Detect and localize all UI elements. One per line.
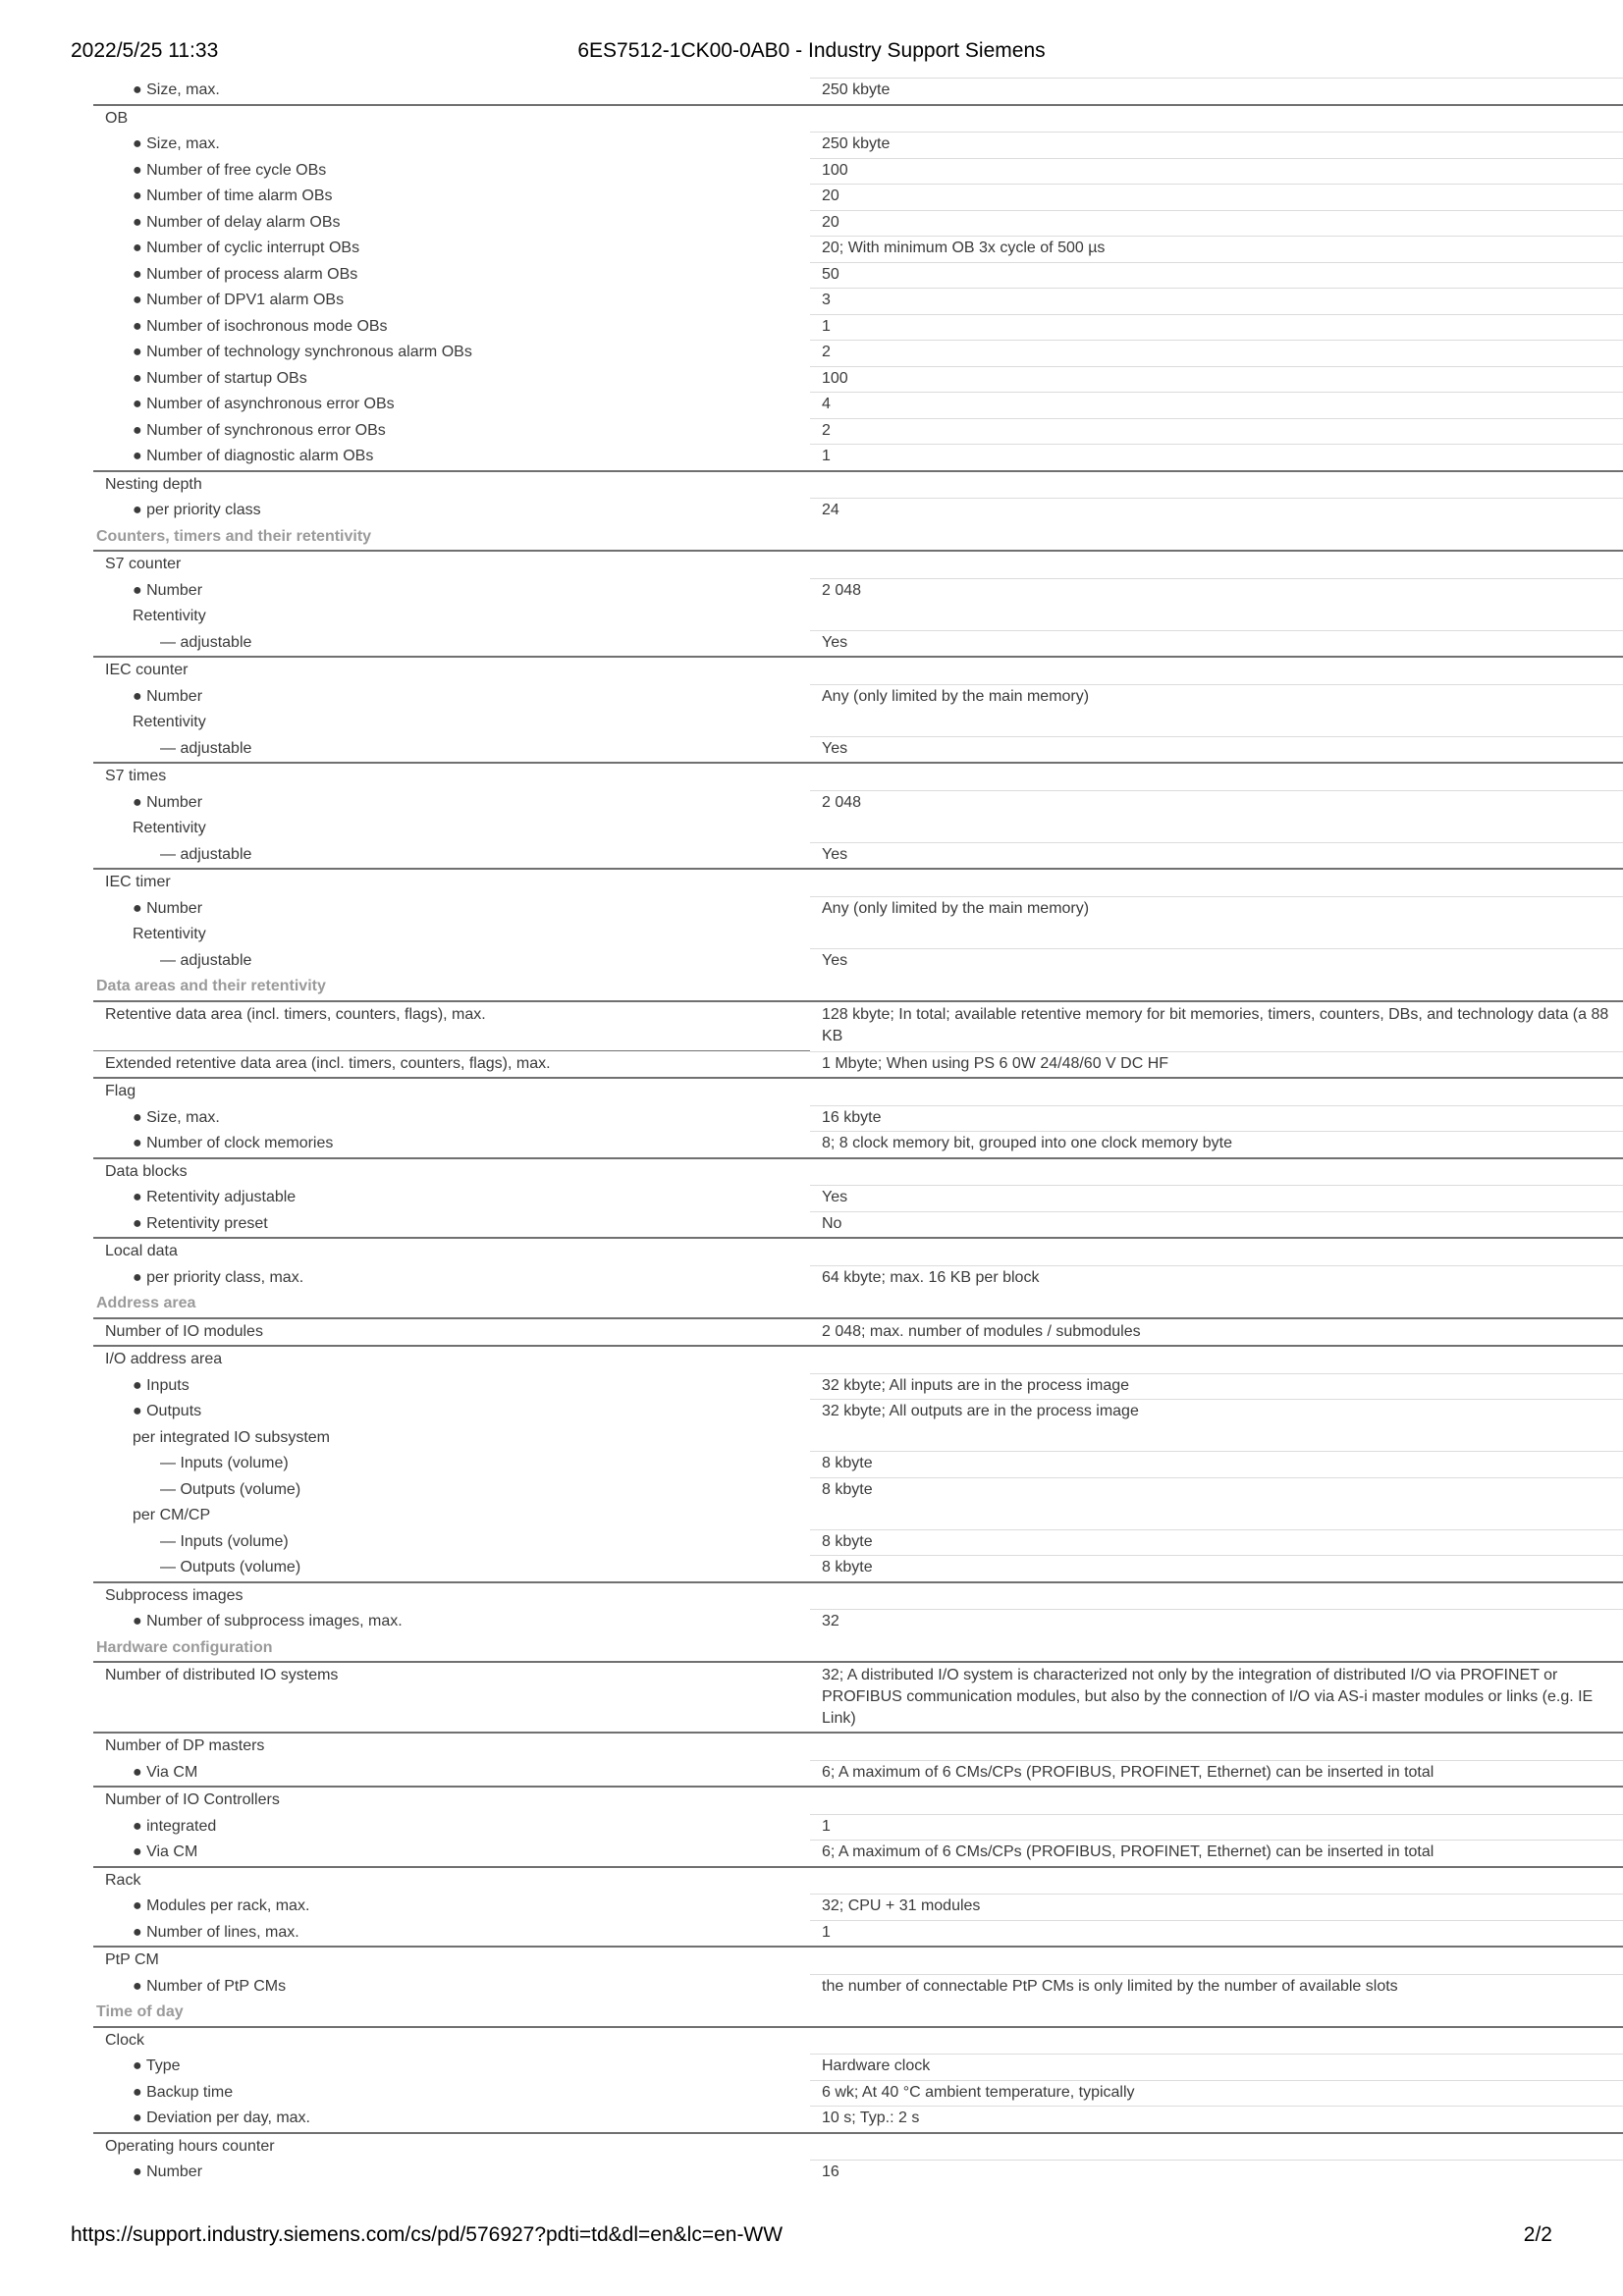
section-heading: Hardware configuration bbox=[96, 1638, 273, 1656]
spec-label: Nesting depth bbox=[105, 475, 202, 493]
spec-label: ● Number of cyclic interrupt OBs bbox=[133, 240, 360, 256]
spec-label: — Outputs (volume) bbox=[160, 1480, 301, 1498]
spec-label: PtP CM bbox=[105, 1951, 159, 1968]
spec-row bbox=[93, 1894, 1623, 1920]
spec-row bbox=[93, 896, 1623, 923]
spec-row bbox=[93, 1131, 1623, 1157]
spec-row bbox=[93, 656, 1623, 684]
spec-row bbox=[93, 1451, 1623, 1477]
spec-label: per CM/CP bbox=[133, 1507, 211, 1523]
spec-value: 250 kbyte bbox=[810, 78, 1623, 104]
spec-row bbox=[93, 710, 1623, 736]
spec-label: ● Outputs bbox=[133, 1403, 202, 1419]
spec-value: 4 bbox=[810, 392, 1623, 418]
spec-row bbox=[93, 1477, 1623, 1504]
spec-label: ● Size, max. bbox=[133, 135, 220, 152]
spec-value: 1 bbox=[810, 314, 1623, 341]
spec-value: Yes bbox=[810, 948, 1623, 975]
spec-label: Retentivity bbox=[133, 714, 206, 730]
spec-row bbox=[93, 2080, 1623, 2107]
section-heading-row bbox=[93, 974, 1623, 1000]
spec-label: Rack bbox=[105, 1871, 141, 1889]
spec-value: 2 bbox=[810, 340, 1623, 366]
section-heading-row bbox=[93, 1635, 1623, 1662]
spec-label: — Outputs (volume) bbox=[160, 1559, 301, 1575]
spec-value: Any (only limited by the main memory) bbox=[810, 896, 1623, 923]
spec-label: ● Number bbox=[133, 899, 203, 917]
spec-value: 128 kbyte; In total; available retentive memory for bit memories, timers, counters, DBs, and technology data (a 88 KB bbox=[822, 1005, 1609, 1044]
spec-label: ● Backup time bbox=[133, 2083, 234, 2101]
spec-label: — Inputs (volume) bbox=[160, 1455, 289, 1471]
spec-value: 10 s; Typ.: 2 s bbox=[810, 2106, 1623, 2132]
spec-row bbox=[93, 550, 1623, 578]
page-title: 6ES7512-1CK00-0AB0 - Industry Support Siemens bbox=[577, 39, 1046, 62]
spec-row bbox=[93, 816, 1623, 842]
spec-label: ● Number of diagnostic alarm OBs bbox=[133, 448, 374, 464]
spec-row bbox=[93, 1786, 1623, 1814]
spec-row bbox=[93, 736, 1623, 763]
spec-row bbox=[93, 2106, 1623, 2132]
spec-row bbox=[93, 2160, 1623, 2186]
spec-label: ● Number of process alarm OBs bbox=[133, 265, 358, 283]
spec-value: 1 bbox=[810, 1814, 1623, 1841]
spec-label: ● Retentivity preset bbox=[133, 1214, 268, 1232]
spec-label: — adjustable bbox=[160, 633, 252, 651]
spec-row bbox=[93, 366, 1623, 393]
spec-row bbox=[93, 2054, 1623, 2080]
spec-label: — adjustable bbox=[160, 951, 252, 969]
page-number: 2/2 bbox=[1523, 2223, 1552, 2246]
spec-label: ● Number of subprocess images, max. bbox=[133, 1613, 403, 1629]
spec-row bbox=[93, 1609, 1623, 1635]
spec-row bbox=[93, 1051, 1623, 1078]
spec-label: S7 times bbox=[105, 768, 167, 784]
spec-row bbox=[93, 314, 1623, 341]
spec-value: Yes bbox=[810, 842, 1623, 869]
spec-label: ● Number of DPV1 alarm OBs bbox=[133, 292, 345, 308]
spec-row bbox=[93, 1373, 1623, 1400]
spec-row bbox=[93, 418, 1623, 445]
spec-value: 100 bbox=[810, 366, 1623, 393]
spec-value: 8 kbyte bbox=[810, 1555, 1623, 1581]
spec-value: Yes bbox=[810, 736, 1623, 763]
spec-value: Yes bbox=[810, 1185, 1623, 1211]
spec-label: Number of distributed IO systems bbox=[105, 1667, 339, 1683]
spec-label: ● integrated bbox=[133, 1817, 217, 1835]
section-heading: Counters, timers and their retentivity bbox=[96, 527, 372, 545]
spec-row bbox=[93, 762, 1623, 790]
spec-row bbox=[93, 1920, 1623, 1947]
spec-label: — adjustable bbox=[160, 739, 252, 757]
spec-value: 3 bbox=[810, 288, 1623, 314]
spec-label: Retentivity bbox=[133, 926, 206, 942]
spec-row bbox=[93, 1105, 1623, 1132]
spec-row bbox=[93, 104, 1623, 133]
spec-row bbox=[93, 78, 1623, 104]
spec-label: ● Number bbox=[133, 581, 203, 599]
spec-label: IEC timer bbox=[105, 874, 171, 890]
spec-label: Operating hours counter bbox=[105, 2137, 275, 2155]
spec-label: ● per priority class, max. bbox=[133, 1268, 304, 1286]
spec-label: ● Via CM bbox=[133, 1843, 198, 1860]
spec-value: 6; A maximum of 6 CMs/CPs (PROFIBUS, PROFINET, Ethernet) can be inserted in total bbox=[810, 1760, 1623, 1787]
spec-label: I/O address area bbox=[105, 1351, 223, 1367]
spec-row bbox=[93, 790, 1623, 817]
spec-label: ● Number of time alarm OBs bbox=[133, 187, 333, 204]
spec-label: ● Number bbox=[133, 793, 203, 811]
spec-value: 2 bbox=[810, 418, 1623, 445]
spec-row bbox=[93, 1946, 1623, 1974]
spec-label: ● Number of technology synchronous alarm OBs bbox=[133, 344, 472, 360]
spec-label: Retentivity bbox=[133, 820, 206, 836]
spec-label: Retentive data area (incl. timers, counters, flags), max. bbox=[105, 1005, 486, 1023]
spec-row bbox=[93, 2026, 1623, 2055]
spec-label: Extended retentive data area (incl. timers, counters, flags), max. bbox=[105, 1054, 551, 1072]
spec-row bbox=[93, 922, 1623, 948]
spec-label: ● Inputs bbox=[133, 1376, 189, 1394]
spec-label: S7 counter bbox=[105, 556, 182, 572]
spec-row bbox=[93, 158, 1623, 185]
spec-label: ● Modules per rack, max. bbox=[133, 1897, 310, 1914]
spec-row bbox=[93, 288, 1623, 314]
spec-row bbox=[93, 604, 1623, 630]
spec-row bbox=[93, 1425, 1623, 1452]
spec-value: 20 bbox=[810, 210, 1623, 237]
spec-value: Yes bbox=[810, 630, 1623, 657]
spec-label: Number of IO Controllers bbox=[105, 1791, 280, 1808]
spec-row bbox=[93, 684, 1623, 711]
spec-value: 2 048; max. number of modules / submodules bbox=[822, 1322, 1141, 1340]
spec-label: per integrated IO subsystem bbox=[133, 1428, 330, 1446]
spec-label: OB bbox=[105, 109, 129, 127]
spec-value: 1 Mbyte; When using PS 6 0W 24/48/60 V DC HF bbox=[810, 1051, 1623, 1078]
spec-value: 20 bbox=[810, 184, 1623, 210]
spec-row bbox=[93, 392, 1623, 418]
spec-label: ● Number of lines, max. bbox=[133, 1923, 299, 1941]
spec-value: 32 kbyte; All inputs are in the process image bbox=[810, 1373, 1623, 1400]
section-heading: Time of day bbox=[96, 2003, 184, 2020]
spec-row bbox=[93, 1555, 1623, 1581]
spec-value: 32 bbox=[810, 1609, 1623, 1635]
spec-row bbox=[93, 1237, 1623, 1265]
spec-table bbox=[93, 78, 1623, 2186]
spec-value: 8; 8 clock memory bit, grouped into one clock memory byte bbox=[810, 1131, 1623, 1157]
spec-row bbox=[93, 1077, 1623, 1105]
spec-row bbox=[93, 236, 1623, 262]
spec-label: ● Number of asynchronous error OBs bbox=[133, 396, 395, 412]
spec-label: Data blocks bbox=[105, 1162, 188, 1180]
spec-row bbox=[93, 184, 1623, 210]
section-heading: Data areas and their retentivity bbox=[96, 978, 326, 994]
spec-value: Hardware clock bbox=[810, 2054, 1623, 2080]
spec-value: 16 kbyte bbox=[810, 1105, 1623, 1132]
spec-label: ● Number of PtP CMs bbox=[133, 1977, 287, 1995]
spec-row bbox=[93, 1503, 1623, 1529]
spec-value: 24 bbox=[810, 498, 1623, 524]
spec-value: 20; With minimum OB 3x cycle of 500 µs bbox=[810, 236, 1623, 262]
spec-label: ● Via CM bbox=[133, 1763, 198, 1781]
spec-value: 6; A maximum of 6 CMs/CPs (PROFIBUS, PROFINET, Ethernet) can be inserted in total bbox=[810, 1840, 1623, 1866]
spec-label: Subprocess images bbox=[105, 1586, 243, 1604]
spec-label: ● Retentivity adjustable bbox=[133, 1189, 297, 1205]
spec-row bbox=[93, 1529, 1623, 1556]
spec-label: — adjustable bbox=[160, 845, 252, 863]
spec-row bbox=[93, 1974, 1623, 2001]
spec-value: 16 bbox=[810, 2160, 1623, 2186]
spec-row bbox=[93, 1211, 1623, 1238]
spec-row bbox=[93, 444, 1623, 470]
spec-row bbox=[93, 868, 1623, 896]
spec-label: Flag bbox=[105, 1083, 136, 1099]
page-url: https://support.industry.siemens.com/cs/pd/576927?pdti=td&dl=en&lc=en-WW bbox=[71, 2223, 784, 2246]
spec-row bbox=[93, 132, 1623, 158]
spec-label: ● Number of startup OBs bbox=[133, 369, 307, 387]
spec-row bbox=[93, 842, 1623, 869]
spec-value: 32; A distributed I/O system is characterized not only by the integration of distributed I/O via PROFINET or PROFIBUS communication modules, but also by the connection of I/O via AS-i master modules or links (e.g. IE Link) bbox=[822, 1667, 1594, 1727]
section-heading: Address area bbox=[96, 1295, 196, 1311]
spec-label: ● Number of clock memories bbox=[133, 1135, 334, 1151]
spec-label: ● per priority class bbox=[133, 502, 261, 518]
spec-row bbox=[93, 578, 1623, 605]
spec-label: Clock bbox=[105, 2031, 145, 2049]
spec-value: Any (only limited by the main memory) bbox=[810, 684, 1623, 711]
spec-value: 100 bbox=[810, 158, 1623, 185]
spec-row bbox=[93, 1814, 1623, 1841]
spec-row bbox=[93, 1000, 1623, 1051]
print-datetime: 2022/5/25 11:33 bbox=[71, 39, 219, 62]
spec-row bbox=[93, 470, 1623, 499]
spec-label: — Inputs (volume) bbox=[160, 1532, 289, 1550]
spec-label: ● Number bbox=[133, 687, 203, 705]
spec-label: Local data bbox=[105, 1243, 178, 1259]
spec-row bbox=[93, 498, 1623, 524]
spec-value: 2 048 bbox=[810, 578, 1623, 605]
spec-value: 1 bbox=[810, 444, 1623, 470]
spec-row bbox=[93, 1866, 1623, 1895]
spec-value: 32 kbyte; All outputs are in the process image bbox=[810, 1399, 1623, 1425]
spec-label: Retentivity bbox=[133, 608, 206, 624]
spec-label: ● Size, max. bbox=[133, 1108, 220, 1126]
spec-row bbox=[93, 340, 1623, 366]
spec-value: 2 048 bbox=[810, 790, 1623, 817]
spec-label: ● Number bbox=[133, 2163, 203, 2180]
section-heading-row bbox=[93, 2000, 1623, 2026]
spec-row bbox=[93, 1840, 1623, 1866]
spec-row bbox=[93, 210, 1623, 237]
spec-label: ● Number of isochronous mode OBs bbox=[133, 317, 388, 335]
spec-value: 8 kbyte bbox=[810, 1529, 1623, 1556]
spec-label: ● Number of synchronous error OBs bbox=[133, 421, 386, 439]
spec-label: ● Deviation per day, max. bbox=[133, 2109, 310, 2126]
spec-label: ● Size, max. bbox=[133, 81, 220, 98]
spec-row bbox=[93, 1399, 1623, 1425]
spec-row bbox=[93, 948, 1623, 975]
spec-row bbox=[93, 1157, 1623, 1186]
section-heading-row bbox=[93, 1291, 1623, 1317]
spec-label: ● Number of free cycle OBs bbox=[133, 161, 327, 179]
spec-value: 64 kbyte; max. 16 KB per block bbox=[810, 1265, 1623, 1292]
section-heading-row bbox=[93, 524, 1623, 551]
spec-row bbox=[93, 1760, 1623, 1787]
spec-value: No bbox=[810, 1211, 1623, 1238]
spec-value: 50 bbox=[810, 262, 1623, 289]
spec-row bbox=[93, 1581, 1623, 1610]
spec-row bbox=[93, 1317, 1623, 1346]
spec-value: 8 kbyte bbox=[810, 1477, 1623, 1504]
spec-label: ● Type bbox=[133, 2057, 181, 2074]
spec-label: Number of IO modules bbox=[105, 1322, 263, 1340]
spec-row bbox=[93, 1265, 1623, 1292]
spec-row bbox=[93, 1185, 1623, 1211]
spec-label: ● Number of delay alarm OBs bbox=[133, 213, 341, 231]
spec-row bbox=[93, 1345, 1623, 1373]
spec-row bbox=[93, 2132, 1623, 2161]
spec-label: IEC counter bbox=[105, 662, 189, 678]
spec-label: Number of DP masters bbox=[105, 1737, 265, 1754]
spec-value: 1 bbox=[810, 1920, 1623, 1947]
spec-value: the number of connectable PtP CMs is only limited by the number of available slots bbox=[810, 1974, 1623, 2001]
spec-value: 32; CPU + 31 modules bbox=[810, 1894, 1623, 1920]
spec-row bbox=[93, 1661, 1623, 1732]
spec-row bbox=[93, 262, 1623, 289]
spec-row bbox=[93, 630, 1623, 657]
spec-value: 6 wk; At 40 °C ambient temperature, typically bbox=[810, 2080, 1623, 2107]
spec-row bbox=[93, 1732, 1623, 1760]
spec-value: 250 kbyte bbox=[810, 132, 1623, 158]
spec-value: 8 kbyte bbox=[810, 1451, 1623, 1477]
